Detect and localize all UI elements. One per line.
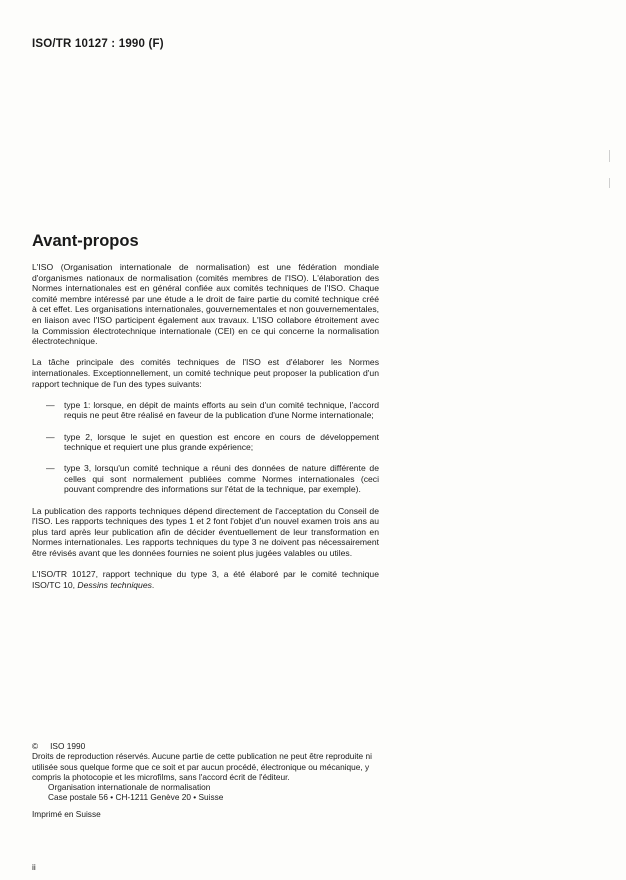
document-header: ISO/TR 10127 : 1990 (F) <box>32 38 164 50</box>
final-prefix: L'ISO/TR 10127, rapport technique du type 3, a été élaboré par le comité technique ISO/TC 10, <box>32 569 379 590</box>
body-text <box>32 262 379 601</box>
copyright-block <box>32 741 379 819</box>
copyright-line <box>32 741 379 751</box>
scan-margin-mark <box>609 178 610 188</box>
page-title: Avant-propos <box>32 232 139 250</box>
paragraph-intro-1: L'ISO (Organisation internationale de normalisation) est une fédération mondiale d'organismes nationaux de normalisation (comités membres de l'ISO). L'élaboration des Normes internationales est en général confiée aux comités techniques de l'ISO. Chaque comité membre intéressé par une étude a le droit de faire partie du comité technique créé à cet effet. Les organisations internationales, gouvernementales et non gouvernementales, en liaison avec l'ISO participent également aux travaux. L'ISO collabore étroitement avec la Commission électrotechnique internationale (CEI) en ce qui concerne la normalisation électrotechnique. <box>32 262 379 347</box>
paragraph-final <box>32 569 379 590</box>
publisher-address: Case postale 56 • CH-1211 Genève 20 • Suisse <box>48 792 224 803</box>
list-item-type-1 <box>32 400 379 421</box>
paragraph-intro-2: La tâche principale des comités techniques de l'ISO est d'élaborer les Normes internationales. Exceptionnellement, un comité technique peut proposer la publication d'un rapport technique de l'un des types suivants: <box>32 357 379 389</box>
page-number: ii <box>32 862 36 872</box>
committee-title: Dessins techniques <box>77 579 152 590</box>
list-item-type-2 <box>32 432 379 453</box>
scan-margin-mark <box>609 150 610 162</box>
list-item-text: type 3, lorsqu'un comité technique a réuni des données de nature différente de celles qui sont normalement publiées comme Normes internationales (ceci pouvant comprendre des informations sur l'état de la technique, par exemple). <box>64 463 379 495</box>
dash-bullet: — <box>46 399 55 410</box>
copyright-rights: Droits de reproduction réservés. Aucune partie de cette publication ne peut être reproduite ni utilisée sous quelque forme que ce soit et par aucun procédé, électronique ou mécanique, y compris la photocopie et les microfilms, sans l'accord écrit de l'éditeur. <box>32 751 372 782</box>
copyright-symbol: © <box>32 741 39 751</box>
dash-bullet: — <box>46 431 55 442</box>
printed-in: Imprimé en Suisse <box>32 808 101 819</box>
final-suffix: . <box>151 579 155 590</box>
list-item-text: type 1: lorsque, en dépit de maints efforts au sein d'un comité technique, l'accord requis ne peut être réalisé en faveur de la publication d'une Norme internationale; <box>64 399 379 421</box>
list-item-type-3 <box>32 463 379 495</box>
paragraph-closing: La publication des rapports techniques dépend directement de l'acceptation du Conseil de l'ISO. Les rapports techniques des types 1 et 2 font l'objet d'un nouvel examen trois ans au plus tard après leur publication afin de décider éventuellement de leur transformation en Normes internationales. Les rapports techniques du type 3 ne doivent pas nécessairement être révisés avant que les données fournies ne soient plus jugées valables ou utiles. <box>32 505 379 559</box>
list-item-text: type 2, lorsque le sujet en question est encore en cours de développement technique et requiert une plus grande expérience; <box>64 431 379 453</box>
publisher-name: Organisation internationale de normalisation <box>48 782 211 793</box>
dash-bullet: — <box>46 463 55 474</box>
copyright-holder: ISO 1990 <box>50 741 86 751</box>
